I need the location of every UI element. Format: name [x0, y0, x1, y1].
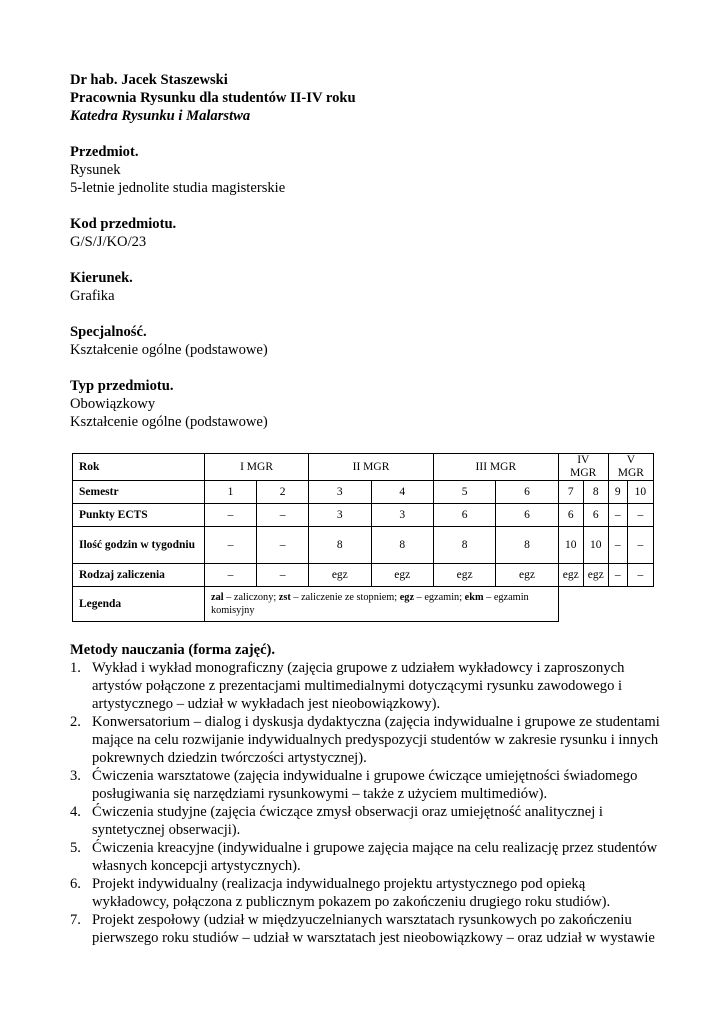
legend-abbr-zal: zal: [211, 592, 224, 603]
ects-cell: –: [257, 504, 309, 527]
table-row-rok: [73, 454, 654, 481]
ects-cell: –: [205, 504, 257, 527]
section-label: Kod przedmiotu.: [70, 216, 177, 232]
section-value: Rysunek: [70, 162, 121, 178]
year-cell: I MGR: [205, 454, 309, 481]
list-item-number: 4.: [70, 804, 81, 820]
list-item-number: 1.: [70, 660, 81, 676]
ects-cell: 6: [433, 504, 495, 527]
semester-cell: 8: [583, 481, 608, 504]
credit-cell: –: [205, 564, 257, 587]
section-kierunek: [70, 269, 660, 305]
semester-cell: 6: [496, 481, 558, 504]
row-header-hours: Ilość godzin w tygodniu: [73, 527, 205, 564]
credit-cell: egz: [558, 564, 583, 587]
row-header-credit: Rodzaj zaliczenia: [73, 564, 205, 587]
credit-cell: egz: [371, 564, 433, 587]
row-header-rok: Rok: [73, 454, 205, 481]
section-value: Kształcenie ogólne (podstawowe): [70, 342, 268, 358]
table-row-credit: [73, 564, 654, 587]
legend-abbr-ekm: ekm: [464, 592, 484, 603]
list-item-text: Ćwiczenia studyjne (zajęcia ćwiczące zmysł obserwacji oraz umiejętność analitycznej i syntetycznej obserwacji).: [92, 804, 603, 838]
table-row-semestr: [73, 481, 654, 504]
credit-cell: –: [608, 564, 627, 587]
semester-cell: 4: [371, 481, 433, 504]
ects-cell: 6: [558, 504, 583, 527]
hours-cell: –: [608, 527, 627, 564]
table-row-hours: [73, 527, 654, 564]
year-cell: V MGR: [608, 454, 653, 481]
year-cell: III MGR: [433, 454, 558, 481]
legend-text: [205, 587, 559, 622]
ects-cell: 3: [371, 504, 433, 527]
section-label: Przedmiot.: [70, 144, 139, 160]
ects-cell: 3: [309, 504, 371, 527]
list-item: [70, 659, 660, 713]
studio-name: Pracownia Rysunku dla studentów II-IV roku: [70, 90, 356, 106]
author-name: Dr hab. Jacek Staszewski: [70, 72, 228, 88]
hours-cell: 10: [558, 527, 583, 564]
section-value: 5-letnie jednolite studia magisterskie: [70, 180, 286, 196]
legend-desc-zal: – zaliczony;: [223, 592, 279, 603]
list-item: [70, 875, 660, 911]
semester-cell: 7: [558, 481, 583, 504]
legend-empty-space: [558, 587, 653, 622]
list-item: [70, 803, 660, 839]
list-item-number: 6.: [70, 876, 81, 892]
department-name: Katedra Rysunku i Malarstwa: [70, 108, 251, 124]
section-label: Typ przedmiotu.: [70, 378, 174, 394]
semester-cell: 3: [309, 481, 371, 504]
credit-cell: egz: [433, 564, 495, 587]
list-item: [70, 767, 660, 803]
legend-desc-zst: – zaliczenie ze stopniem;: [290, 592, 400, 603]
semester-cell: 9: [608, 481, 627, 504]
list-item-number: 2.: [70, 714, 81, 730]
section-value: Obowiązkowy: [70, 396, 156, 412]
list-item-text: Projekt zespołowy (udział w międzyuczelnianych warsztatach rysunkowych po zakończeniu pierwszego roku studiów – udział w warsztatach jest nieobowiązkowy – oraz udział w wystawie: [92, 912, 655, 946]
hours-cell: –: [627, 527, 653, 564]
teaching-methods-title: Metody nauczania (forma zajęć).: [70, 642, 276, 658]
ects-cell: 6: [583, 504, 608, 527]
row-header-semestr: Semestr: [73, 481, 205, 504]
hours-cell: 8: [371, 527, 433, 564]
list-item-text: Ćwiczenia kreacyjne (indywidualne i grupowe zajęcia mające na celu realizację przez studentów własnych koncepcji artystycznych).: [92, 840, 658, 874]
semester-cell: 5: [433, 481, 495, 504]
section-typ-przedmiotu: [70, 377, 660, 431]
list-item-text: Ćwiczenia warsztatowe (zajęcia indywidualne i grupowe ćwiczące umiejętności świadomego posługiwania się narzędziami rysunkowymi – także z użyciem multimediów).: [92, 768, 638, 802]
section-value: Kształcenie ogólne (podstawowe): [70, 414, 268, 430]
hours-cell: 8: [496, 527, 558, 564]
list-item: [70, 911, 660, 947]
row-header-legend: Legenda: [73, 587, 205, 622]
semester-cell: 2: [257, 481, 309, 504]
section-kod-przedmiotu: [70, 215, 660, 251]
list-item-number: 5.: [70, 840, 81, 856]
credit-cell: egz: [496, 564, 558, 587]
row-header-ects: Punkty ECTS: [73, 504, 205, 527]
ects-cell: 6: [496, 504, 558, 527]
legend-abbr-egz: egz: [399, 592, 415, 603]
table-row-ects: [73, 504, 654, 527]
section-label: Kierunek.: [70, 270, 133, 286]
ects-cell: –: [608, 504, 627, 527]
legend-abbr-zst: zst: [278, 592, 291, 603]
ects-cell: –: [627, 504, 653, 527]
semester-cell: 1: [205, 481, 257, 504]
credit-cell: egz: [309, 564, 371, 587]
semester-cell: 10: [627, 481, 653, 504]
legend-desc-egz: – egzamin;: [414, 592, 465, 603]
hours-cell: –: [205, 527, 257, 564]
hours-cell: 8: [309, 527, 371, 564]
credit-cell: egz: [583, 564, 608, 587]
list-item-number: 7.: [70, 912, 81, 928]
credit-cell: –: [627, 564, 653, 587]
hours-cell: –: [257, 527, 309, 564]
section-specjalnosc: [70, 323, 660, 359]
hours-cell: 8: [433, 527, 495, 564]
list-item: [70, 839, 660, 875]
legend-desc-ekm: – egzamin komisyjny: [211, 592, 529, 616]
document-page: [70, 71, 660, 431]
year-cell: II MGR: [309, 454, 434, 481]
list-item-text: Konwersatorium – dialog i dyskusja dydaktyczna (zajęcia indywidualne i grupowe ze studentami mające na celu rozwijanie indywidualnych predyspozycji studentów w zakresie rysunku i innych pokrewnych dziedzin twórczości artystycznej).: [92, 714, 660, 766]
study-plan-table: [72, 453, 654, 622]
list-item-text: Wykład i wykład monograficzny (zajęcia grupowe z udziałem wykładowcy i zaproszonych artystów połączone z prezentacjami multimedialnymi dotyczącymi rysunku zawodowego i artystycznego – udział w wykładach jest nieobowiązkowy).: [92, 660, 625, 712]
teaching-methods-list: [70, 659, 660, 947]
hours-cell: 10: [583, 527, 608, 564]
list-item-number: 3.: [70, 768, 81, 784]
list-item-text: Projekt indywidualny (realizacja indywidualnego projektu artystycznego pod opieką wykładowcy, połączona z publicznym pokazem po zakończeniu drugiego roku studiów).: [92, 876, 611, 910]
section-label: Specjalność.: [70, 324, 147, 340]
list-item: [70, 713, 660, 767]
credit-cell: –: [257, 564, 309, 587]
section-value: G/S/J/KO/23: [70, 234, 147, 250]
section-value: Grafika: [70, 288, 115, 304]
teaching-methods-section: [70, 641, 660, 947]
table-row-legend: [73, 587, 654, 622]
year-cell: IV MGR: [558, 454, 608, 481]
section-przedmiot: [70, 143, 660, 197]
document-header: [70, 71, 660, 125]
